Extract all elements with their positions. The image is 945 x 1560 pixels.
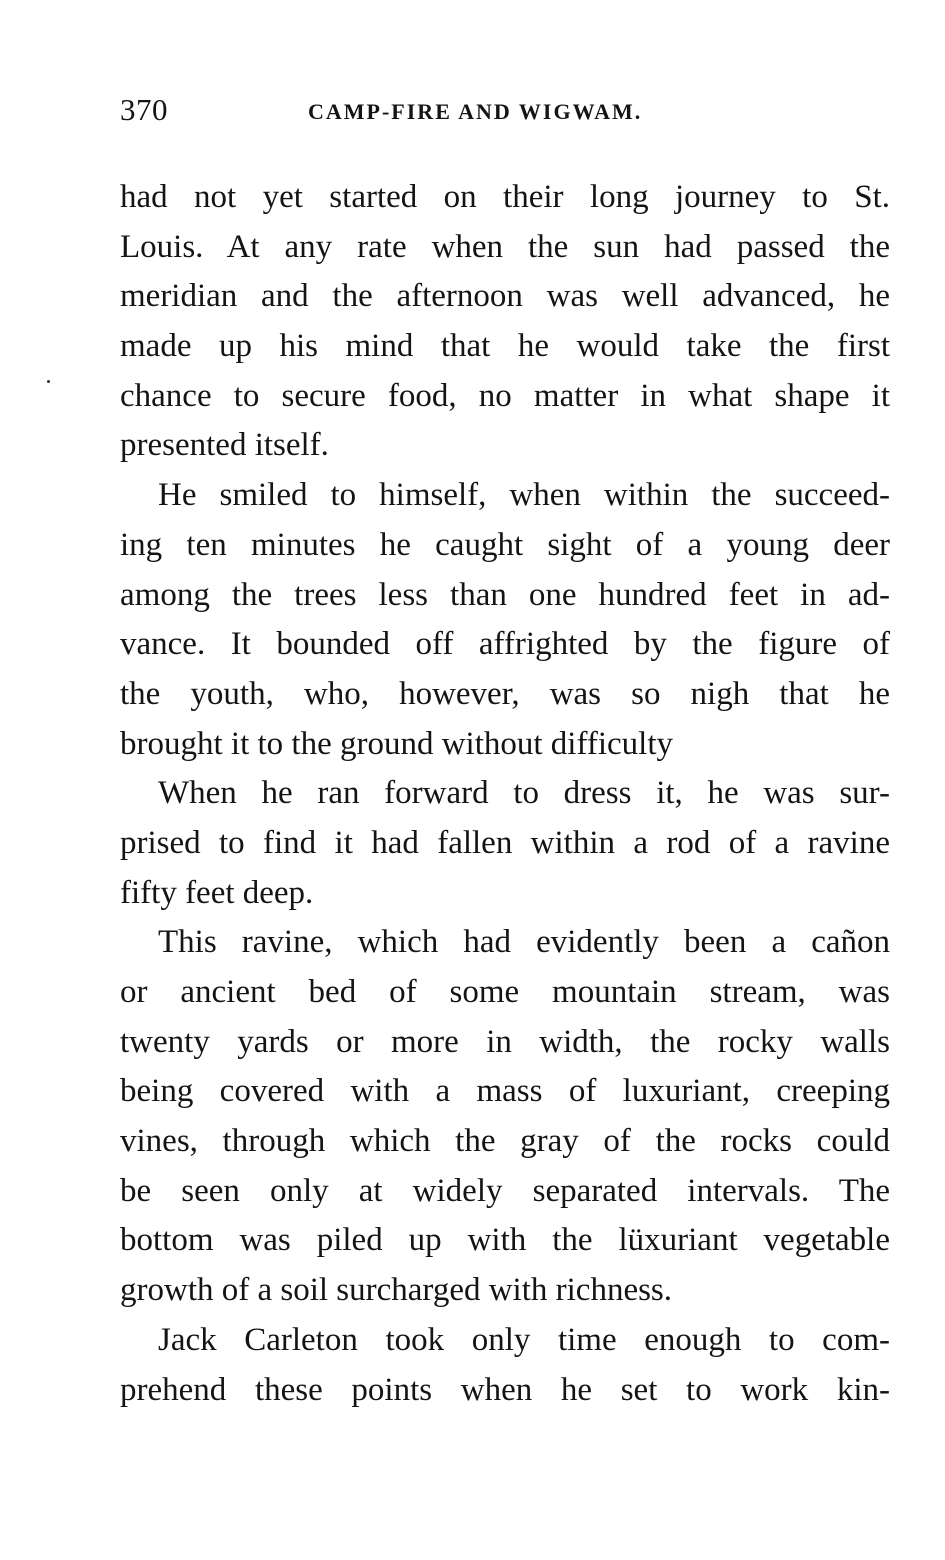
page-header xyxy=(120,92,890,132)
text-line: chance to secure food, no matter in what shape it xyxy=(120,377,890,414)
text-line: presented itself. xyxy=(120,427,329,464)
body-text xyxy=(120,173,890,1415)
text-line: vines, through which the gray of the rocks could xyxy=(120,1123,890,1160)
text-line: or ancient bed of some mountain stream, was xyxy=(120,974,890,1010)
text-line: twenty yards or more in width, the rocky walls xyxy=(120,1023,890,1060)
text-line: made up his mind that he would take the first xyxy=(120,328,890,365)
text-line: Jack Carleton took only time enough to com- xyxy=(158,1321,890,1358)
text-line: When he ran forward to dress it, he was sur- xyxy=(158,775,890,812)
text-line: He smiled to himself, when within the succeed- xyxy=(158,477,890,514)
paragraph-4 xyxy=(120,918,890,1316)
text-line: among the trees less than one hundred feet in ad- xyxy=(120,576,890,613)
paragraph-1 xyxy=(120,173,890,471)
text-line: fifty feet deep. xyxy=(120,874,314,911)
text-line: brought it to the ground without difficulty xyxy=(120,725,674,762)
text-line: had not yet started on their long journey to St. xyxy=(120,179,890,215)
text-line: prised to find it had fallen within a rod of a ravine xyxy=(120,824,890,861)
print-speck xyxy=(47,380,50,383)
paragraph-2 xyxy=(120,471,890,769)
text-line: meridian and the afternoon was well advanced, he xyxy=(120,278,890,315)
text-line: ing ten minutes he caught sight of a young deer xyxy=(120,526,890,563)
text-line: Louis. At any rate when the sun had passed the xyxy=(120,228,890,265)
text-line: prehend these points when he set to work kin- xyxy=(120,1371,890,1408)
text-line: growth of a soil surcharged with richness. xyxy=(120,1272,673,1309)
text-line: being covered with a mass of luxuriant, creeping xyxy=(120,1073,890,1110)
text-line: bottom was piled up with the lüxuriant vegetable xyxy=(120,1222,890,1259)
text-line: be seen only at widely separated intervals. The xyxy=(120,1172,890,1209)
page-number: 370 xyxy=(120,92,168,127)
text-line: This ravine, which had evidently been a cañon xyxy=(158,924,890,961)
paragraph-5 xyxy=(120,1316,890,1415)
text-line: the youth, who, however, was so nigh that he xyxy=(120,675,890,712)
text-line: vance. It bounded off affrighted by the figure of xyxy=(120,626,890,663)
paragraph-3 xyxy=(120,769,890,918)
running-head: CAMP-FIRE AND WIGWAM. xyxy=(308,99,643,124)
